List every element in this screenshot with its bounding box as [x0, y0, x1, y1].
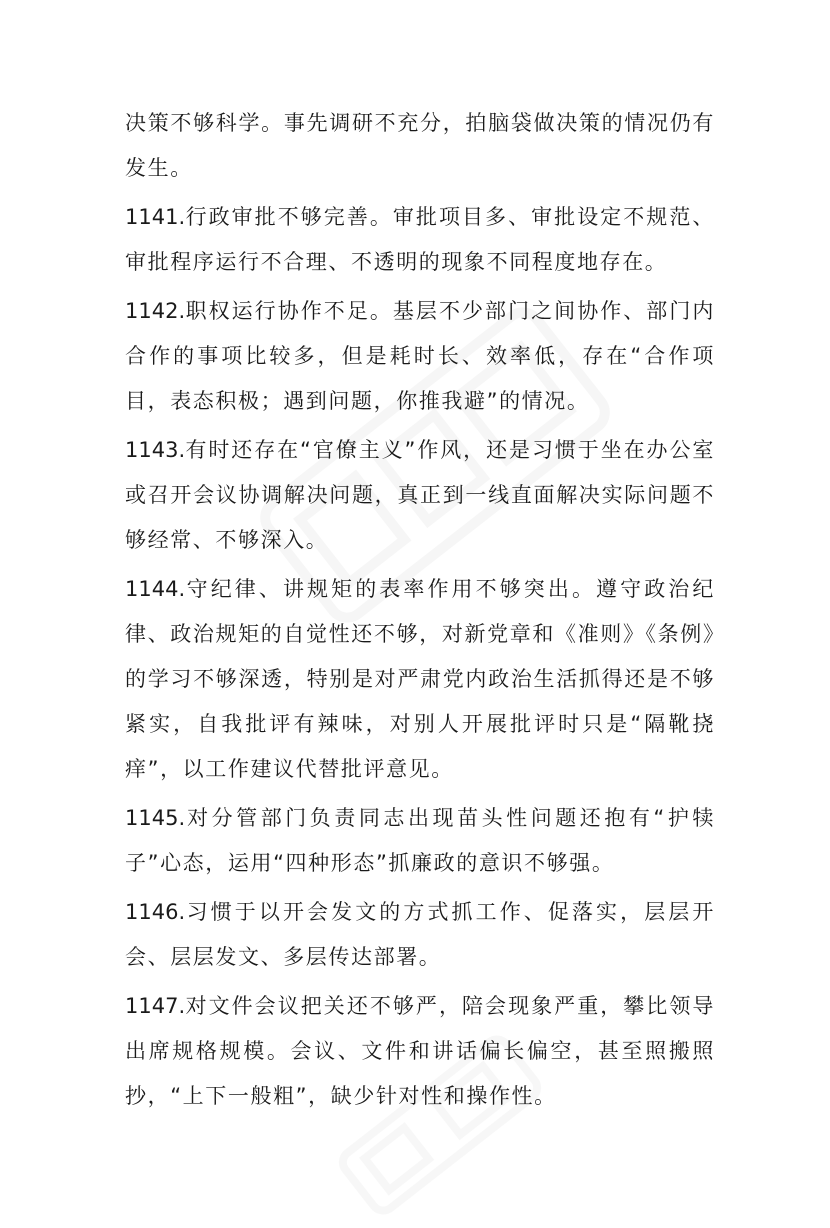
item-text: 职权运行协作不足。基层不少部门之间协作、部门内合作的事项比较多，但是耗时长、效率低，存在“合作项目，表态积极；遇到问题，你推我避”的情况。	[125, 299, 715, 413]
list-item-1145	[125, 796, 715, 886]
list-item-1141	[125, 195, 715, 285]
list-item-1142	[125, 289, 715, 424]
item-text: 习惯于以开会发文的方式抓工作、促落实，层层开会、层层发文、多层传达部署。	[125, 900, 715, 969]
item-number: 1143.	[125, 438, 186, 462]
item-number: 1146.	[125, 900, 186, 924]
document-body	[125, 101, 715, 1123]
item-number: 1142.	[125, 299, 186, 323]
item-number: 1141.	[125, 205, 186, 229]
item-number: 1144.	[125, 577, 186, 601]
item-text: 行政审批不够完善。审批项目多、审批设定不规范、审批程序运行不合理、不透明的现象不同程度地存在。	[125, 205, 715, 274]
list-item-1147	[125, 984, 715, 1119]
item-text: 有时还存在“官僚主义”作风，还是习惯于坐在办公室或召开会议协调解决问题，真正到一线直面解决实际问题不够经常、不够深入。	[125, 438, 715, 552]
item-text: 对分管部门负责同志出现苗头性问题还抱有“护犊子”心态，运用“四种形态”抓廉政的意识不够强。	[125, 806, 715, 875]
paragraph-continuation: 决策不够科学。事先调研不充分，拍脑袋做决策的情况仍有发生。	[125, 111, 715, 180]
list-item-1143	[125, 428, 715, 563]
list-item-1144	[125, 567, 715, 792]
item-text: 对文件会议把关还不够严，陪会现象严重，攀比领导出席规格规模。会议、文件和讲话偏长偏空，甚至照搬照抄，“上下一般粗”，缺少针对性和操作性。	[125, 994, 715, 1108]
item-number: 1145.	[125, 806, 186, 830]
item-text: 守纪律、讲规矩的表率作用不够突出。遵守政治纪律、政治规矩的自觉性还不够，对新党章和《准则》《条例》的学习不够深透，特别是对严肃党内政治生活抓得还是不够紧实，自我批评有辣味，对别人开展批评时只是“隔靴挠痒”，以工作建议代替批评意见。	[125, 577, 715, 781]
item-number: 1147.	[125, 994, 186, 1018]
list-item-1146	[125, 890, 715, 980]
